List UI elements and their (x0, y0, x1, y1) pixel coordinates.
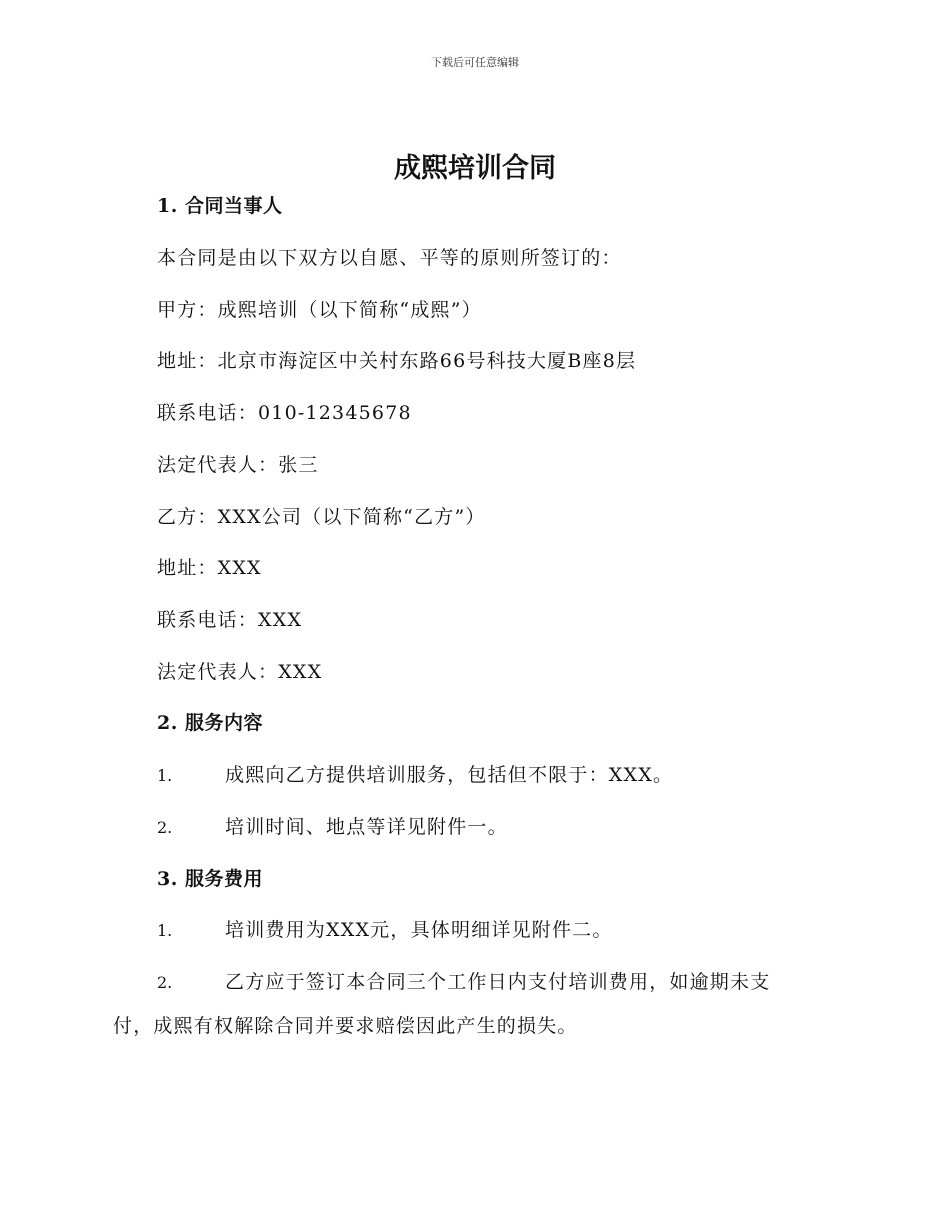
document-title: 成熙培训合同 (394, 153, 556, 184)
list-item (157, 970, 770, 995)
list-item-number: 2. (157, 973, 173, 992)
section-1-heading: 1. 合同当事人 (157, 195, 283, 217)
party-a-representative: 法定代表人：张三 (157, 454, 319, 476)
party-b-phone: 联系电话：XXX (157, 609, 303, 631)
section-2-heading: 2. 服务内容 (157, 712, 263, 734)
party-a-phone: 联系电话：010-12345678 (157, 402, 412, 424)
party-b-address: 地址：XXX (157, 557, 262, 579)
section-3-heading: 3. 服务费用 (157, 868, 263, 890)
list-item-text: 乙方应于签订本合同三个工作日内支付培训费用，如逾期未支 (225, 971, 771, 993)
section-1-intro: 本合同是由以下双方以自愿、平等的原则所签订的： (157, 247, 622, 269)
header-note: 下载后可任意编辑 (431, 56, 519, 69)
party-a-line: 甲方：成熙培训（以下简称“成熙”） (157, 299, 482, 321)
list-item-text: 培训费用为XXX元，具体明细详见附件二。 (225, 919, 613, 941)
list-item (157, 918, 613, 943)
party-a-address: 地址：北京市海淀区中关村东路66号科技大厦B座8层 (157, 350, 637, 372)
list-item-number: 1. (157, 921, 173, 940)
list-item-text: 培训时间、地点等详见附件一。 (225, 816, 508, 838)
list-item-number: 1. (157, 766, 173, 785)
list-item (157, 815, 508, 840)
list-item-number: 2. (157, 818, 173, 837)
party-b-representative: 法定代表人：XXX (157, 661, 323, 683)
list-item (157, 763, 673, 788)
list-item-text: 成熙向乙方提供培训服务，包括但不限于：XXX。 (225, 764, 674, 786)
list-item-continuation: 付，成熙有权解除合同并要求赔偿因此产生的损失。 (113, 1015, 578, 1037)
party-b-line: 乙方：XXX公司（以下简称“乙方”） (157, 506, 486, 528)
